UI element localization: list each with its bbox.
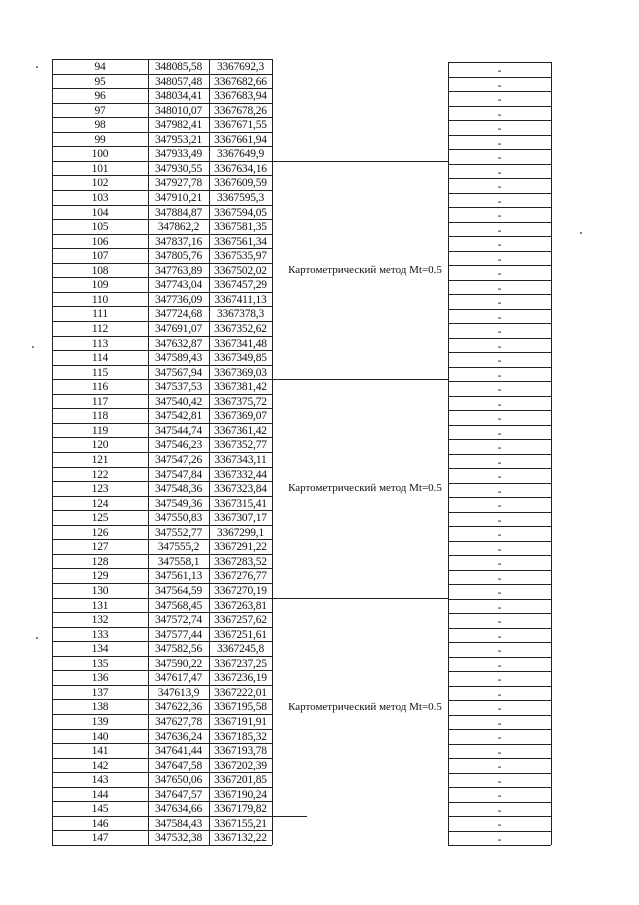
x-coordinate-cell: 347641,44 xyxy=(154,745,203,757)
point-number-cell: 114 xyxy=(91,352,109,364)
x-coordinate-cell: 347837,16 xyxy=(154,236,203,248)
mark-cell: - xyxy=(497,674,502,686)
x-coordinate-cell: 347736,09 xyxy=(154,294,203,306)
mark-row-rule xyxy=(448,62,551,63)
x-coordinate-cell: 347555,2 xyxy=(157,541,200,553)
x-coordinate-cell: 347537,53 xyxy=(154,381,203,393)
point-number-cell: 113 xyxy=(91,338,109,350)
x-coordinate-cell: 347582,56 xyxy=(154,643,203,655)
x-coordinate-cell: 347862,2 xyxy=(157,221,200,233)
y-coordinate-cell: 3367276,77 xyxy=(214,570,267,582)
y-coordinate-cell: 3367185,32 xyxy=(214,731,267,743)
x-coordinate-cell: 347910,21 xyxy=(154,192,203,204)
point-number-cell: 112 xyxy=(91,323,109,335)
y-coordinate-cell: 3367381,42 xyxy=(214,381,267,393)
mark-cell: - xyxy=(497,355,502,367)
y-coordinate-cell: 3367315,41 xyxy=(214,498,267,510)
x-coordinate-cell: 347622,36 xyxy=(154,701,203,713)
x-coordinate-cell: 347930,55 xyxy=(154,163,203,175)
mark-cell: - xyxy=(497,210,502,222)
mark-cell: - xyxy=(497,457,502,469)
mark-cell: - xyxy=(497,631,502,643)
point-number-cell: 107 xyxy=(91,250,109,262)
x-coordinate-cell: 347632,87 xyxy=(154,338,203,350)
x-coordinate-cell: 347805,76 xyxy=(154,250,203,262)
y-coordinate-cell: 3367682,66 xyxy=(214,76,267,88)
y-coordinate-cell: 3367291,22 xyxy=(214,541,267,553)
point-number-cell: 117 xyxy=(91,396,109,408)
method-group-separator xyxy=(272,379,448,380)
method-group-separator xyxy=(272,598,448,599)
point-number-cell: 143 xyxy=(91,774,109,786)
y-coordinate-cell: 3367561,34 xyxy=(214,236,267,248)
point-number-cell: 121 xyxy=(91,454,109,466)
point-number-cell: 136 xyxy=(91,672,109,684)
mark-cell: - xyxy=(497,558,502,570)
scan-speck xyxy=(32,346,34,348)
scan-speck xyxy=(36,637,38,639)
y-coordinate-cell: 3367257,62 xyxy=(214,614,267,626)
mark-cell: - xyxy=(497,486,502,498)
point-number-cell: 95 xyxy=(94,76,106,88)
point-number-cell: 103 xyxy=(91,192,109,204)
x-coordinate-cell: 347550,83 xyxy=(154,512,203,524)
point-number-cell: 127 xyxy=(91,541,109,553)
x-coordinate-cell: 348010,07 xyxy=(154,105,203,117)
y-coordinate-cell: 3367609,59 xyxy=(214,177,267,189)
y-coordinate-cell: 3367270,19 xyxy=(214,585,267,597)
x-coordinate-cell: 347589,43 xyxy=(154,352,203,364)
x-coordinate-cell: 347627,78 xyxy=(154,716,203,728)
mark-cell: - xyxy=(497,109,502,121)
mark-cell: - xyxy=(497,819,502,831)
method-label: Картометрический метод Mt=0.5 xyxy=(288,482,442,494)
x-coordinate-cell: 348034,41 xyxy=(154,90,203,102)
point-number-cell: 111 xyxy=(92,308,108,320)
mark-cell: - xyxy=(497,573,502,585)
point-number-cell: 138 xyxy=(91,701,109,713)
point-number-cell: 116 xyxy=(91,381,109,393)
x-coordinate-cell: 347584,43 xyxy=(154,818,203,830)
table-vertical-rule xyxy=(272,59,273,845)
point-number-cell: 131 xyxy=(91,600,109,612)
point-number-cell: 105 xyxy=(91,221,109,233)
point-number-cell: 123 xyxy=(91,483,109,495)
method-group-separator xyxy=(272,816,307,817)
point-number-cell: 124 xyxy=(91,498,109,510)
point-number-cell: 140 xyxy=(91,731,109,743)
y-coordinate-cell: 3367692,3 xyxy=(216,61,265,73)
x-coordinate-cell: 347617,47 xyxy=(154,672,203,684)
x-coordinate-cell: 347544,74 xyxy=(154,425,203,437)
point-number-cell: 108 xyxy=(91,265,109,277)
mark-cell: - xyxy=(497,254,502,266)
y-coordinate-cell: 3367678,26 xyxy=(214,105,267,117)
y-coordinate-cell: 3367361,42 xyxy=(214,425,267,437)
y-coordinate-cell: 3367263,81 xyxy=(214,600,267,612)
y-coordinate-cell: 3367649,9 xyxy=(216,148,265,160)
mark-cell: - xyxy=(497,167,502,179)
y-coordinate-cell: 3367369,07 xyxy=(214,410,267,422)
point-number-cell: 146 xyxy=(91,818,109,830)
mark-cell: - xyxy=(497,747,502,759)
x-coordinate-cell: 347572,74 xyxy=(154,614,203,626)
mark-cell: - xyxy=(497,602,502,614)
mark-cell: - xyxy=(497,283,502,295)
method-group-separator xyxy=(272,161,448,162)
x-coordinate-cell: 348057,48 xyxy=(154,76,203,88)
point-number-cell: 110 xyxy=(91,294,109,306)
point-number-cell: 139 xyxy=(91,716,109,728)
mark-cell: - xyxy=(497,413,502,425)
scan-speck xyxy=(36,66,38,68)
x-coordinate-cell: 347650,06 xyxy=(154,774,203,786)
y-coordinate-cell: 3367595,3 xyxy=(216,192,265,204)
table-row-rule xyxy=(52,845,272,846)
y-coordinate-cell: 3367661,94 xyxy=(214,134,267,146)
y-coordinate-cell: 3367581,35 xyxy=(214,221,267,233)
y-coordinate-cell: 3367179,82 xyxy=(214,803,267,815)
x-coordinate-cell: 347542,81 xyxy=(154,410,203,422)
x-coordinate-cell: 347953,21 xyxy=(154,134,203,146)
x-coordinate-cell: 347548,36 xyxy=(154,483,203,495)
y-coordinate-cell: 3367378,3 xyxy=(216,308,265,320)
mark-cell: - xyxy=(497,326,502,338)
point-number-cell: 142 xyxy=(91,760,109,772)
y-coordinate-cell: 3367251,61 xyxy=(214,629,267,641)
mark-cell: - xyxy=(497,341,502,353)
y-coordinate-cell: 3367411,13 xyxy=(214,294,267,306)
x-coordinate-cell: 347933,49 xyxy=(154,148,203,160)
mark-column-rule xyxy=(551,62,552,845)
point-number-cell: 100 xyxy=(91,148,109,160)
y-coordinate-cell: 3367283,52 xyxy=(214,556,267,568)
x-coordinate-cell: 347558,1 xyxy=(157,556,200,568)
y-coordinate-cell: 3367191,91 xyxy=(214,716,267,728)
mark-cell: - xyxy=(497,703,502,715)
point-number-cell: 101 xyxy=(91,163,109,175)
y-coordinate-cell: 3367195,58 xyxy=(214,701,267,713)
mark-cell: - xyxy=(497,471,502,483)
point-number-cell: 99 xyxy=(94,134,106,146)
x-coordinate-cell: 347547,84 xyxy=(154,469,203,481)
mark-cell: - xyxy=(497,239,502,251)
x-coordinate-cell: 347884,87 xyxy=(154,207,203,219)
x-coordinate-cell: 347561,13 xyxy=(154,570,203,582)
mark-cell: - xyxy=(497,616,502,628)
mark-cell: - xyxy=(497,138,502,150)
x-coordinate-cell: 347691,07 xyxy=(154,323,203,335)
y-coordinate-cell: 3367349,85 xyxy=(214,352,267,364)
y-coordinate-cell: 3367352,62 xyxy=(214,323,267,335)
x-coordinate-cell: 347532,38 xyxy=(154,832,203,844)
y-coordinate-cell: 3367201,85 xyxy=(214,774,267,786)
point-number-cell: 134 xyxy=(91,643,109,655)
y-coordinate-cell: 3367369,03 xyxy=(214,367,267,379)
mark-cell: - xyxy=(497,312,502,324)
x-coordinate-cell: 347577,44 xyxy=(154,629,203,641)
mark-cell: - xyxy=(497,587,502,599)
x-coordinate-cell: 347567,94 xyxy=(154,367,203,379)
mark-cell: - xyxy=(497,225,502,237)
mark-cell: - xyxy=(497,500,502,512)
point-number-cell: 132 xyxy=(91,614,109,626)
mark-cell: - xyxy=(497,660,502,672)
point-number-cell: 118 xyxy=(91,410,109,422)
y-coordinate-cell: 3367132,22 xyxy=(214,832,267,844)
mark-cell: - xyxy=(497,428,502,440)
y-coordinate-cell: 3367323,84 xyxy=(214,483,267,495)
mark-cell: - xyxy=(497,399,502,411)
y-coordinate-cell: 3367222,01 xyxy=(214,687,267,699)
point-number-cell: 125 xyxy=(91,512,109,524)
y-coordinate-cell: 3367375,72 xyxy=(214,396,267,408)
y-coordinate-cell: 3367671,55 xyxy=(214,119,267,131)
y-coordinate-cell: 3367236,19 xyxy=(214,672,267,684)
y-coordinate-cell: 3367193,78 xyxy=(214,745,267,757)
y-coordinate-cell: 3367307,17 xyxy=(214,512,267,524)
method-label: Картометрический метод Mt=0.5 xyxy=(288,701,442,713)
x-coordinate-cell: 347636,24 xyxy=(154,731,203,743)
point-number-cell: 130 xyxy=(91,585,109,597)
mark-cell: - xyxy=(497,80,502,92)
x-coordinate-cell: 347552,77 xyxy=(154,527,203,539)
mark-cell: - xyxy=(497,297,502,309)
point-number-cell: 141 xyxy=(91,745,109,757)
method-label: Картометрический метод Mt=0.5 xyxy=(288,264,442,276)
x-coordinate-cell: 347724,68 xyxy=(154,308,203,320)
x-coordinate-cell: 347590,22 xyxy=(154,658,203,670)
mark-cell: - xyxy=(497,732,502,744)
point-number-cell: 115 xyxy=(91,367,109,379)
mark-cell: - xyxy=(497,776,502,788)
mark-cell: - xyxy=(497,544,502,556)
point-number-cell: 137 xyxy=(91,687,109,699)
point-number-cell: 144 xyxy=(91,789,109,801)
x-coordinate-cell: 348085,58 xyxy=(154,61,203,73)
mark-cell: - xyxy=(497,123,502,135)
x-coordinate-cell: 347613,9 xyxy=(157,687,200,699)
y-coordinate-cell: 3367634,16 xyxy=(214,163,267,175)
mark-cell: - xyxy=(497,529,502,541)
point-number-cell: 122 xyxy=(91,469,109,481)
mark-cell: - xyxy=(497,384,502,396)
mark-cell: - xyxy=(497,94,502,106)
x-coordinate-cell: 347647,57 xyxy=(154,789,203,801)
point-number-cell: 106 xyxy=(91,236,109,248)
point-number-cell: 145 xyxy=(91,803,109,815)
x-coordinate-cell: 347743,04 xyxy=(154,279,203,291)
y-coordinate-cell: 3367341,48 xyxy=(214,338,267,350)
mark-cell: - xyxy=(497,65,502,77)
y-coordinate-cell: 3367237,25 xyxy=(214,658,267,670)
x-coordinate-cell: 347547,26 xyxy=(154,454,203,466)
y-coordinate-cell: 3367155,21 xyxy=(214,818,267,830)
x-coordinate-cell: 347634,66 xyxy=(154,803,203,815)
point-number-cell: 109 xyxy=(91,279,109,291)
point-number-cell: 98 xyxy=(94,119,106,131)
point-number-cell: 135 xyxy=(91,658,109,670)
point-number-cell: 128 xyxy=(91,556,109,568)
y-coordinate-cell: 3367535,97 xyxy=(214,250,267,262)
y-coordinate-cell: 3367202,39 xyxy=(214,760,267,772)
y-coordinate-cell: 3367343,11 xyxy=(214,454,267,466)
x-coordinate-cell: 347763,89 xyxy=(154,265,203,277)
mark-cell: - xyxy=(497,718,502,730)
mark-cell: - xyxy=(497,370,502,382)
point-number-cell: 133 xyxy=(91,629,109,641)
point-number-cell: 126 xyxy=(91,527,109,539)
point-number-cell: 119 xyxy=(91,425,109,437)
mark-cell: - xyxy=(497,181,502,193)
mark-cell: - xyxy=(497,689,502,701)
mark-cell: - xyxy=(497,834,502,846)
x-coordinate-cell: 347540,42 xyxy=(154,396,203,408)
y-coordinate-cell: 3367683,94 xyxy=(214,90,267,102)
x-coordinate-cell: 347568,45 xyxy=(154,600,203,612)
y-coordinate-cell: 3367457,29 xyxy=(214,279,267,291)
point-number-cell: 94 xyxy=(94,61,106,73)
y-coordinate-cell: 3367332,44 xyxy=(214,469,267,481)
x-coordinate-cell: 347549,36 xyxy=(154,498,203,510)
mark-cell: - xyxy=(497,790,502,802)
x-coordinate-cell: 347647,58 xyxy=(154,760,203,772)
point-number-cell: 96 xyxy=(94,90,106,102)
mark-cell: - xyxy=(497,442,502,454)
y-coordinate-cell: 3367245,8 xyxy=(216,643,265,655)
y-coordinate-cell: 3367299,1 xyxy=(216,527,265,539)
x-coordinate-cell: 347546,23 xyxy=(154,439,203,451)
mark-cell: - xyxy=(497,645,502,657)
y-coordinate-cell: 3367594,05 xyxy=(214,207,267,219)
mark-cell: - xyxy=(497,805,502,817)
point-number-cell: 120 xyxy=(91,439,109,451)
mark-cell: - xyxy=(497,761,502,773)
y-coordinate-cell: 3367502,02 xyxy=(214,265,267,277)
mark-cell: - xyxy=(497,515,502,527)
y-coordinate-cell: 3367190,24 xyxy=(214,789,267,801)
point-number-cell: 97 xyxy=(94,105,106,117)
mark-cell: - xyxy=(497,152,502,164)
x-coordinate-cell: 347564,59 xyxy=(154,585,203,597)
scan-speck xyxy=(580,232,582,234)
x-coordinate-cell: 347927,78 xyxy=(154,177,203,189)
point-number-cell: 102 xyxy=(91,177,109,189)
point-number-cell: 147 xyxy=(91,832,109,844)
mark-cell: - xyxy=(497,196,502,208)
x-coordinate-cell: 347982,41 xyxy=(154,119,203,131)
y-coordinate-cell: 3367352,77 xyxy=(214,439,267,451)
point-number-cell: 104 xyxy=(91,207,109,219)
mark-cell: - xyxy=(497,268,502,280)
point-number-cell: 129 xyxy=(91,570,109,582)
